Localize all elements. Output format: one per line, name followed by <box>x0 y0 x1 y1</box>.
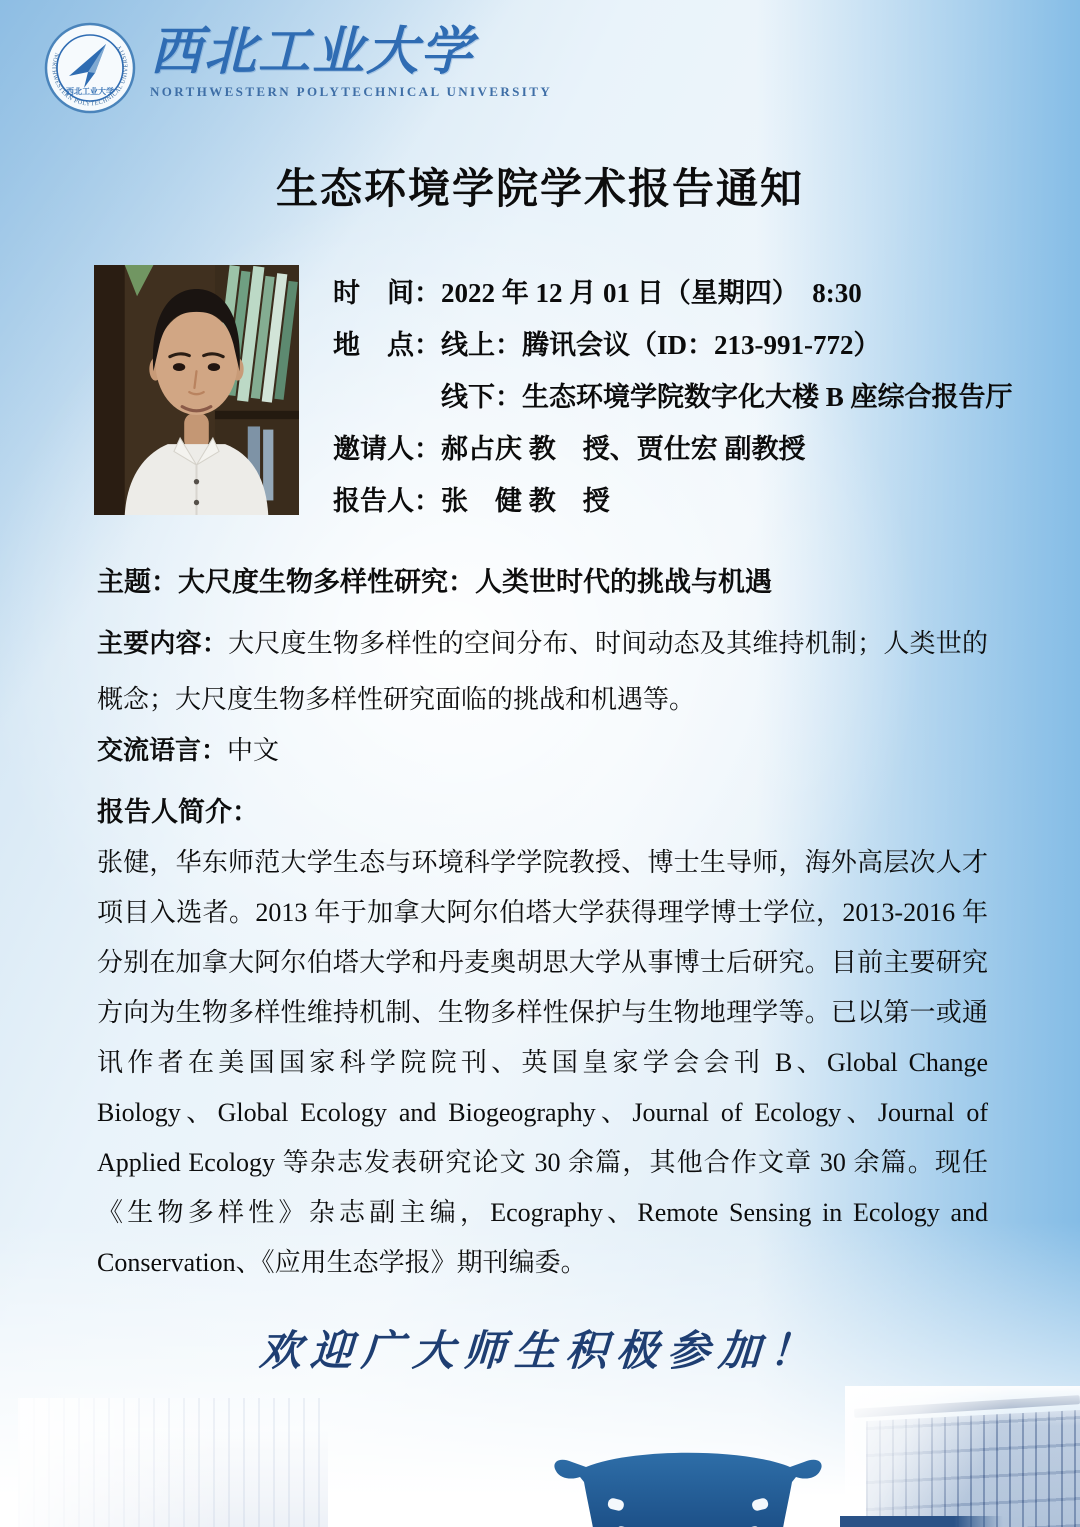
university-logotype <box>150 22 552 100</box>
detail-inviters <box>333 423 1013 475</box>
event-info-section <box>94 265 1040 527</box>
language-line <box>97 730 988 767</box>
speaker-photo <box>94 265 299 515</box>
topic-label: 主题： <box>97 567 178 597</box>
page-title: 生态环境学院学术报告通知 <box>275 167 804 213</box>
main-content-value: 大尺度生物多样性的空间分布、时间动态及其维持机制；人类世的概念；大尺度生物多样性研究面临的挑战和机遇等。 <box>97 629 988 714</box>
detail-location-offline-value: 线下：生态环境学院数字化大楼 B 座综合报告厅 <box>441 382 1013 412</box>
event-details-list <box>333 265 1013 527</box>
emblem-cn-text: 西北工业大学 <box>66 87 114 96</box>
campus-building-art <box>845 1386 1080 1527</box>
university-name-cn: 西北工业大学 <box>150 24 475 81</box>
bio-paragraph: 张健，华东师范大学生态与环境科学学院教授、博士生导师，海外高层次人才项目入选者。2013 年于加拿大阿尔伯塔大学获得理学博士学位，2013-2016 年分别在加拿大阿尔伯塔大学和丹麦奥胡思大学从事博士后研究。目前主要研究方向为生物多样性维持机制、生物多样性保护与生物地理学等。已以第一或通讯作者在美国国家科学院院刊、英国皇家学会会刊 B、Global Change Biology、Global Ecology and Biogeography、Journal of Ecology、Journal of Applied Ecology 等杂志发表研究论文 30 余篇，其他合作文章 30 余篇。现任《生物多样性》杂志副主编，Ecography、Remote Sensing in Ecology and Conservation、《应用生态学报》期刊编委。 <box>97 848 988 1277</box>
language-value: 中文 <box>227 736 280 765</box>
bio-heading: 报告人简介： <box>97 797 259 827</box>
faint-building-art-left <box>18 1398 328 1527</box>
topic-value: 大尺度生物多样性研究：人类世时代的挑战与机遇 <box>178 567 772 597</box>
detail-speaker-value: 张 健 教 授 <box>441 486 610 516</box>
university-emblem-icon <box>44 22 136 114</box>
detail-inviters-label: 邀请人： <box>333 434 441 464</box>
language-label: 交流语言： <box>97 736 228 765</box>
university-header <box>44 22 552 114</box>
main-content-paragraph <box>97 616 988 728</box>
detail-location-online-value: 线上：腾讯会议（ID：213-991-772） <box>441 330 881 360</box>
university-name-en: NORTHWESTERN POLYTECHNICAL UNIVERSITY <box>150 84 553 99</box>
emblem-ring-text: NORTHWESTERN POLYTECHNICAL UNIVERSITY <box>50 43 130 108</box>
detail-time <box>333 267 1013 319</box>
building-base-bar <box>840 1516 1003 1527</box>
welcome-calligraphy: 欢迎广大师生积极参加！ <box>258 1329 822 1375</box>
detail-speaker <box>333 475 1013 527</box>
main-content-label: 主要内容： <box>97 629 229 658</box>
bronze-vessel-silhouette-icon <box>552 1437 824 1527</box>
detail-speaker-label: 报告人： <box>333 486 441 516</box>
detail-location-offline-indent <box>333 371 441 423</box>
detail-location-offline <box>333 371 1013 423</box>
detail-location-online <box>333 319 1013 371</box>
detail-time-label: 时 间： <box>333 278 441 308</box>
topic-line <box>97 560 988 599</box>
detail-inviters-value: 郝占庆 教 授、贾仕宏 副教授 <box>441 434 806 464</box>
detail-location-label: 地 点： <box>333 330 441 360</box>
building-fade-overlay <box>845 1386 1080 1527</box>
detail-time-value: 2022 年 12 月 01 日（星期四） 8:30 <box>441 278 862 308</box>
